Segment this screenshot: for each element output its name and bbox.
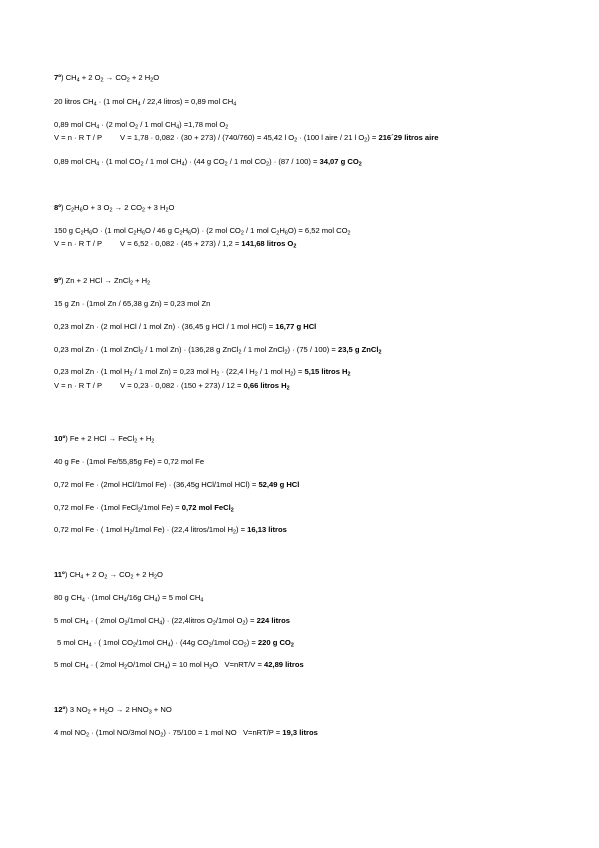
section-10-line-2: 0,72 mol Fe · (2mol HCl/1mol Fe) · (36,45g HCl/1mol HCl) = 52,49 g HCl	[54, 480, 300, 489]
section-9-line-1: 15 g Zn · (1mol Zn / 65,38 g Zn) = 0,23 mol Zn	[54, 299, 211, 308]
section-10-header: 10º) Fe + 2 HCl → FeCl$_2$ + $H_2$	[54, 434, 155, 445]
section-11-header: 11º) $CH_4 + 2$ $O_2 \to CO_2 + 2$ $H_2O$	[54, 570, 163, 581]
section-11-line-1: 80 g $CH_4 \cdot (1mol$ $CH_4/16g$ $CH_4) = 5$ mol $CH_4$	[54, 593, 204, 604]
section-10-line-3: 0,72 mol Fe · (1mol FeCl$_2$/1mol Fe) = 0,72 mol FeCl$_2$	[54, 503, 234, 514]
section-7-line-3: V = n · R T / P V = 1,78 · 0,082 · (30 + 273) / (740/760) = 45,42 l $O_2 \cdot (100$ l aire / 21 l $O_2$) = 216´29 litros aire	[54, 133, 439, 144]
section-7-line-1: 20 litros $CH_4 \cdot (1$ mol $CH_4 / 22,4$ litros) = 0,89 mol $CH_4$	[54, 97, 237, 108]
section-7-header: 7º) $CH_4 + 2$ $O_2 \to CO_2 + 2$ $H_2O$	[54, 73, 160, 84]
section-11-line-2: 5 mol $CH_4$ · ( 2mol $O_2/1mol$ $CH_4$) · (22,4litros $O_2/1mol$ $O_2) = 224$ litros	[54, 616, 290, 627]
section-8-header: 8º) $C_2H_6O + 3$ $O_2 \to 2$ $CO_2 + 3$ $H_2O$	[54, 203, 175, 214]
section-8-line-1: 150 g $C_2H_6O \cdot (1$ mol $C_2H_6O / 46$ g $C_2H_6O) \cdot (2$ mol $CO_2 / 1$ mol $C_2H_6O) = 6,52$ mol $CO_2$	[54, 226, 351, 237]
section-9-line-3: 0,23 mol Zn · (1 mol ZnCl$_2$ / 1 mol Zn) · (136,28 g ZnCl$_2$ / 1 mol ZnCl$_2$) · (75 / 100) = 23,5 g ZnCl$_2$	[54, 345, 382, 356]
section-7-line-4: 0,89 mol $CH_4 \cdot (1$ mol $CO_2 / 1$ mol $CH_4) \cdot (44$ g $CO_2 / 1$ mol $CO_2) \cdot (87 / 100) = 34,07$ g $CO_2$	[54, 157, 362, 168]
section-8-line-2: V = n · R T / P V = 6,52 · 0,082 · (45 + 273) / 1,2 = 141,68 litros $O_2$	[54, 239, 297, 250]
section-9-line-4: 0,23 mol Zn · (1 mol $H_2 / 1$ mol Zn) = 0,23 mol $H_2 \cdot (22,4$ l $H_2 / 1$ mol $H_2) = 5,15$ litros $H_2$	[54, 367, 351, 378]
section-12-header: 12º) 3 $NO_2 + H_2O \to 2$ $HNO_3$ + NO	[54, 705, 172, 716]
section-11-line-4: 5 mol $CH_4$ · ( 2mol $H_2O/1mol$ $CH_4) = 10$ mol $H_2O$ V=nRT/V = 42,89 litros	[54, 660, 304, 671]
section-10-line-4: 0,72 mol Fe · ( 1mol $H_2/1mol$ Fe) · (22,4 litros/1mol $H_2) = 16,13$ litros	[54, 525, 287, 536]
section-9-header: 9º) Zn + 2 HCl → ZnCl$_2$ + $H_2$	[54, 276, 151, 287]
section-9-line-2: 0,23 mol Zn · (2 mol HCl / 1 mol Zn) · (36,45 g HCl / 1 mol HCl) = 16,77 g HCl	[54, 322, 317, 331]
section-11-line-3: 5 mol $CH_4$ · ( 1mol $CO_2/1mol$ $CH_4) \cdot (44g$ $CO_2/1mol$ $CO_2) = 220$ g $CO_2$	[57, 638, 294, 649]
section-7-line-2: 0,89 mol $CH_4 \cdot (2$ mol $O_2 / 1$ mol $CH_4) =1,78$ mol $O_2$	[54, 120, 229, 131]
section-10-line-1: 40 g Fe · (1mol Fe/55,85g Fe) = 0,72 mol Fe	[54, 457, 205, 466]
section-12-line-1: 4 mol $NO_2 \cdot (1mol$ NO/3mol $NO_2) \cdot 75/100 = 1$ mol NO V=nRT/P = 19,3 litros	[54, 728, 318, 739]
section-9-line-5: V = n · R T / P V = 0,23 · 0,082 · (150 + 273) / 12 = 0,66 litros $H_2$	[54, 381, 290, 392]
